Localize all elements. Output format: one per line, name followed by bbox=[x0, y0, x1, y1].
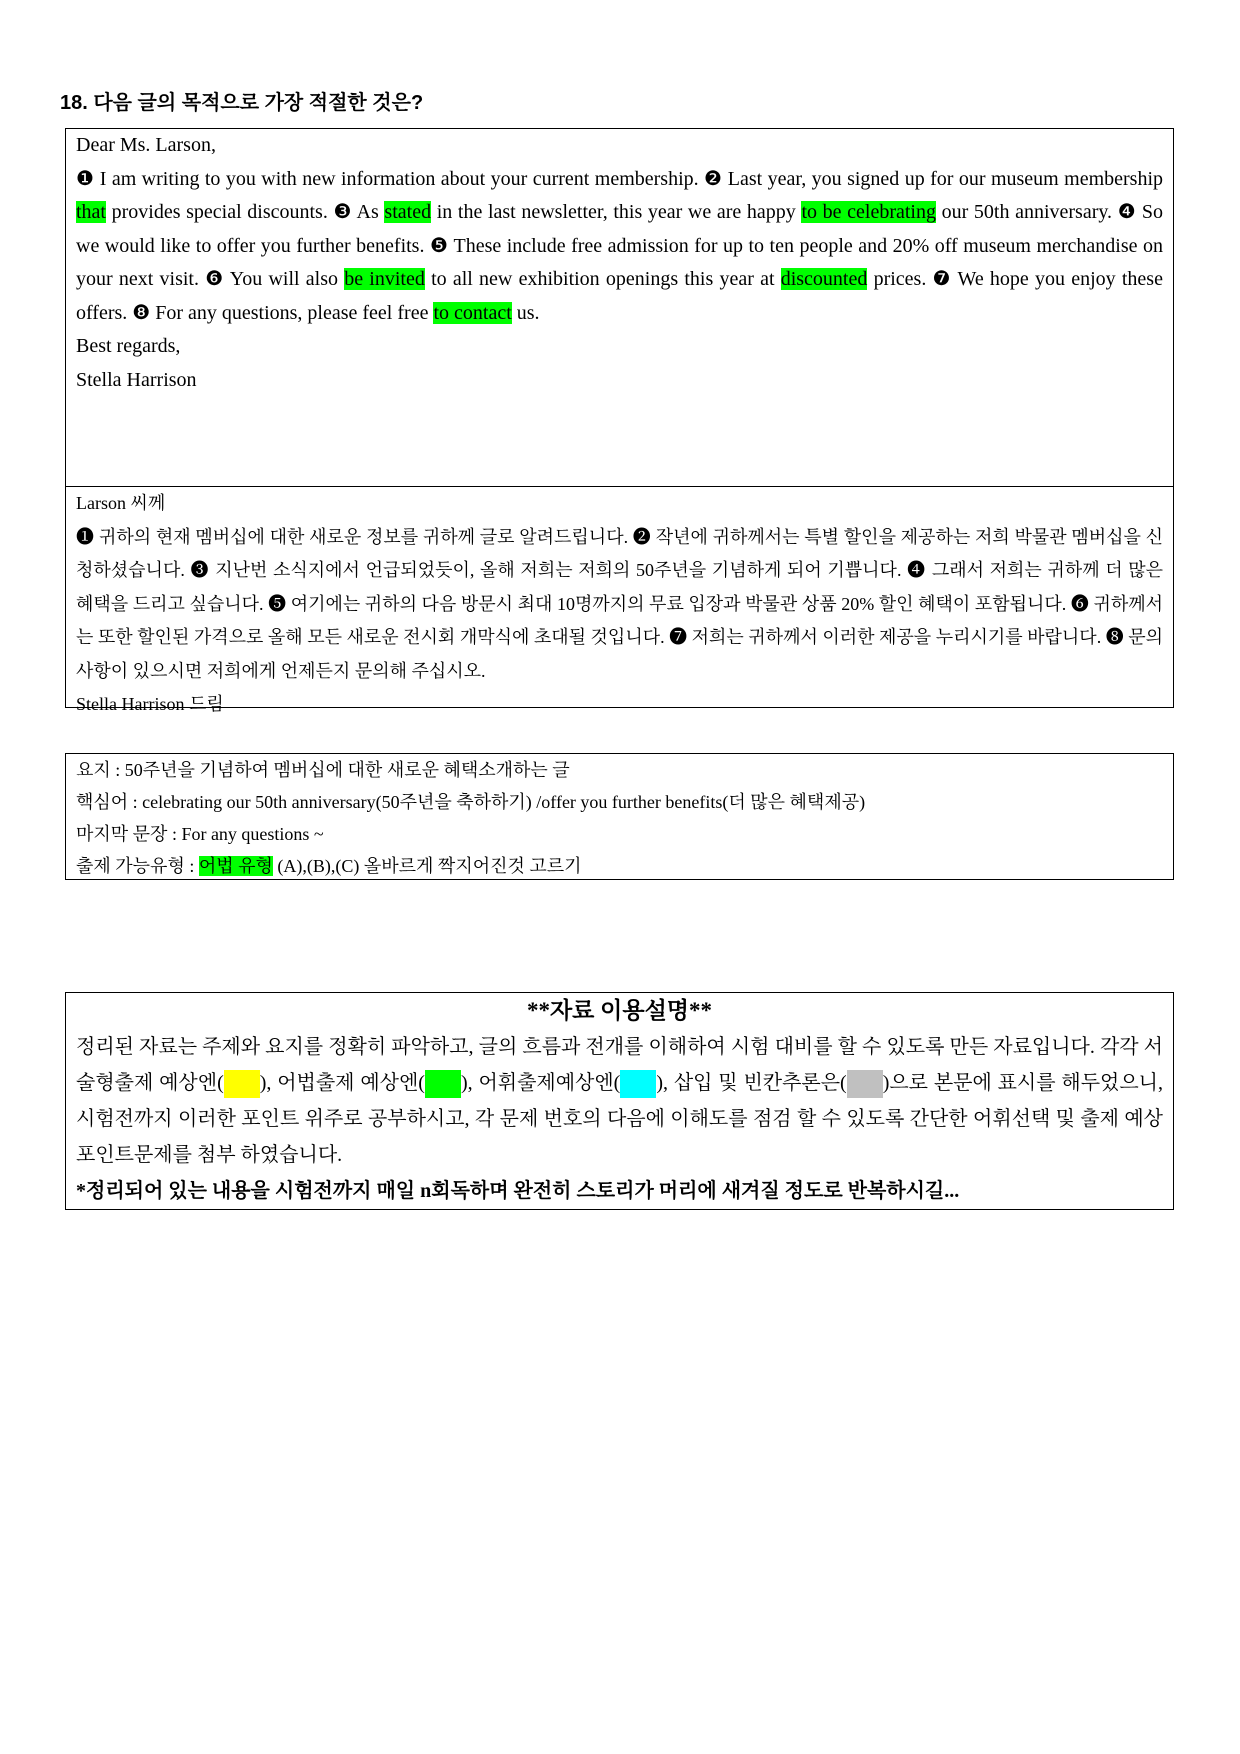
text: our 50th anniversary. ❹ So we would like to offer you further benefits. ❺ These include free admission for up to ten people and 20% off museum merchandise on your next visit. ❻ You will also bbox=[76, 201, 1163, 290]
closing: Best regards, bbox=[76, 335, 181, 357]
question-title: 18. 다음 글의 목적으로 가장 적절한 것은? bbox=[60, 92, 424, 114]
guide-note: *정리되어 있는 내용을 시험전까지 매일 n회독하며 완전히 스토리가 머리에 새겨질 정도로 반복하시길... bbox=[76, 1180, 960, 1202]
text: ), 삽입 및 빈칸추론은( bbox=[656, 1072, 847, 1094]
summary-box bbox=[65, 753, 1174, 880]
text: ), 어휘출제예상엔( bbox=[460, 1072, 621, 1094]
yellow-swatch bbox=[224, 1070, 260, 1098]
text: in the last newsletter, this year we are happy bbox=[431, 201, 802, 223]
text: ❶ I am writing to you with new information about your current membership. ❷ Last year, you signed up for our museum membership bbox=[76, 167, 1163, 190]
text: )으로 본문에 표시를 해두었으니, 시험전까지 이러한 포인트 위주로 공부하시고, 각 문제 번호의 다음에 이해도를 점검 할 수 있도록 간단한 어휘선택 및 출제 예상 포인트문제를 첨부 하였습니다. bbox=[76, 1072, 1163, 1166]
translation-text bbox=[66, 487, 1173, 722]
letter-box bbox=[65, 128, 1174, 487]
highlight: stated bbox=[384, 201, 432, 223]
translation-body: ❶ 귀하의 현재 멤버십에 대한 새로운 정보를 귀하께 글로 알려드립니다. ❷ 작년에 귀하께서는 특별 할인을 제공하는 저희 박물관 멤버십을 신청하셨습니다. ❸ 지난번 소식지에서 언급되었듯이, 올해 저희는 저희의 50주년을 기념하게 되어 기쁩니다. ❹ 그래서 저희는 귀하께 더 많은 혜택을 드리고 싶습니다. ❺ 여기에는 귀하의 다음 방문시 최대 10명까지의 무료 입장과 박물관 상품 20% 할인 혜택이 포함됩니다. ❻ 귀하께서는 또한 할인된 가격으로 올해 모든 새로운 전시회 개막식에 초대될 것입니다. ❼ 저희는 귀하께서 이러한 제공을 누리시기를 바랍니다. ❽ 문의 사항이 있으시면 저희에게 언제든지 문의해 주십시오. bbox=[76, 526, 1163, 681]
guide-title: **자료 이용설명** bbox=[526, 998, 713, 1023]
text: 정리된 자료는 주제와 요지를 정확히 파악하고, 글의 흐름과 전개를 이해하여 시험 대비를 할 수 있도록 만든 자료입니다. 각각 서술형출제 예상엔( bbox=[76, 1036, 1163, 1094]
highlight: discounted bbox=[780, 268, 868, 290]
translation-signature: Stella Harrison 드림 bbox=[76, 694, 224, 714]
text: (A),(B),(C) 올바르게 짝지어진것 고르기 bbox=[272, 856, 582, 876]
cyan-swatch bbox=[620, 1070, 656, 1098]
letter-text bbox=[66, 129, 1173, 397]
keywords: 핵심어 : celebrating our 50th anniversary(50주년을 축하하기) /offer you further benefits(더 많은 혜택제공) bbox=[76, 792, 866, 812]
text: provides special discounts. ❸ As bbox=[106, 201, 385, 223]
translation-box bbox=[65, 486, 1174, 714]
guide-text bbox=[66, 1029, 1173, 1209]
letter-body bbox=[76, 163, 1163, 331]
signature: Stella Harrison bbox=[76, 368, 197, 391]
highlight: to be celebrating bbox=[801, 201, 936, 223]
text: prices. ❼ We hope you enjoy these offers. ❽ For any questions, please feel free bbox=[76, 268, 1163, 324]
text: to all new exhibition openings this year at bbox=[424, 268, 781, 290]
last-sentence: 마지막 문장 : For any questions ~ bbox=[76, 824, 324, 844]
highlight: 어법 유형 bbox=[198, 856, 273, 876]
gist: 요지 : 50주년을 기념하여 멤버십에 대한 새로운 혜택소개하는 글 bbox=[76, 760, 570, 780]
green-swatch bbox=[425, 1070, 461, 1098]
text: us. bbox=[511, 301, 540, 324]
translation-greeting: Larson 씨께 bbox=[76, 493, 166, 513]
text: ), 어법출제 예상엔( bbox=[259, 1072, 425, 1094]
gray-swatch bbox=[847, 1070, 883, 1098]
highlight: that bbox=[76, 201, 106, 223]
text: 출제 가능유형 : bbox=[76, 856, 199, 876]
summary-text bbox=[66, 754, 1173, 882]
highlight: be invited bbox=[344, 268, 425, 290]
guide-box bbox=[65, 992, 1174, 1210]
highlight: to contact bbox=[433, 301, 512, 324]
question-type bbox=[76, 850, 1163, 882]
greeting: Dear Ms. Larson, bbox=[76, 134, 216, 156]
